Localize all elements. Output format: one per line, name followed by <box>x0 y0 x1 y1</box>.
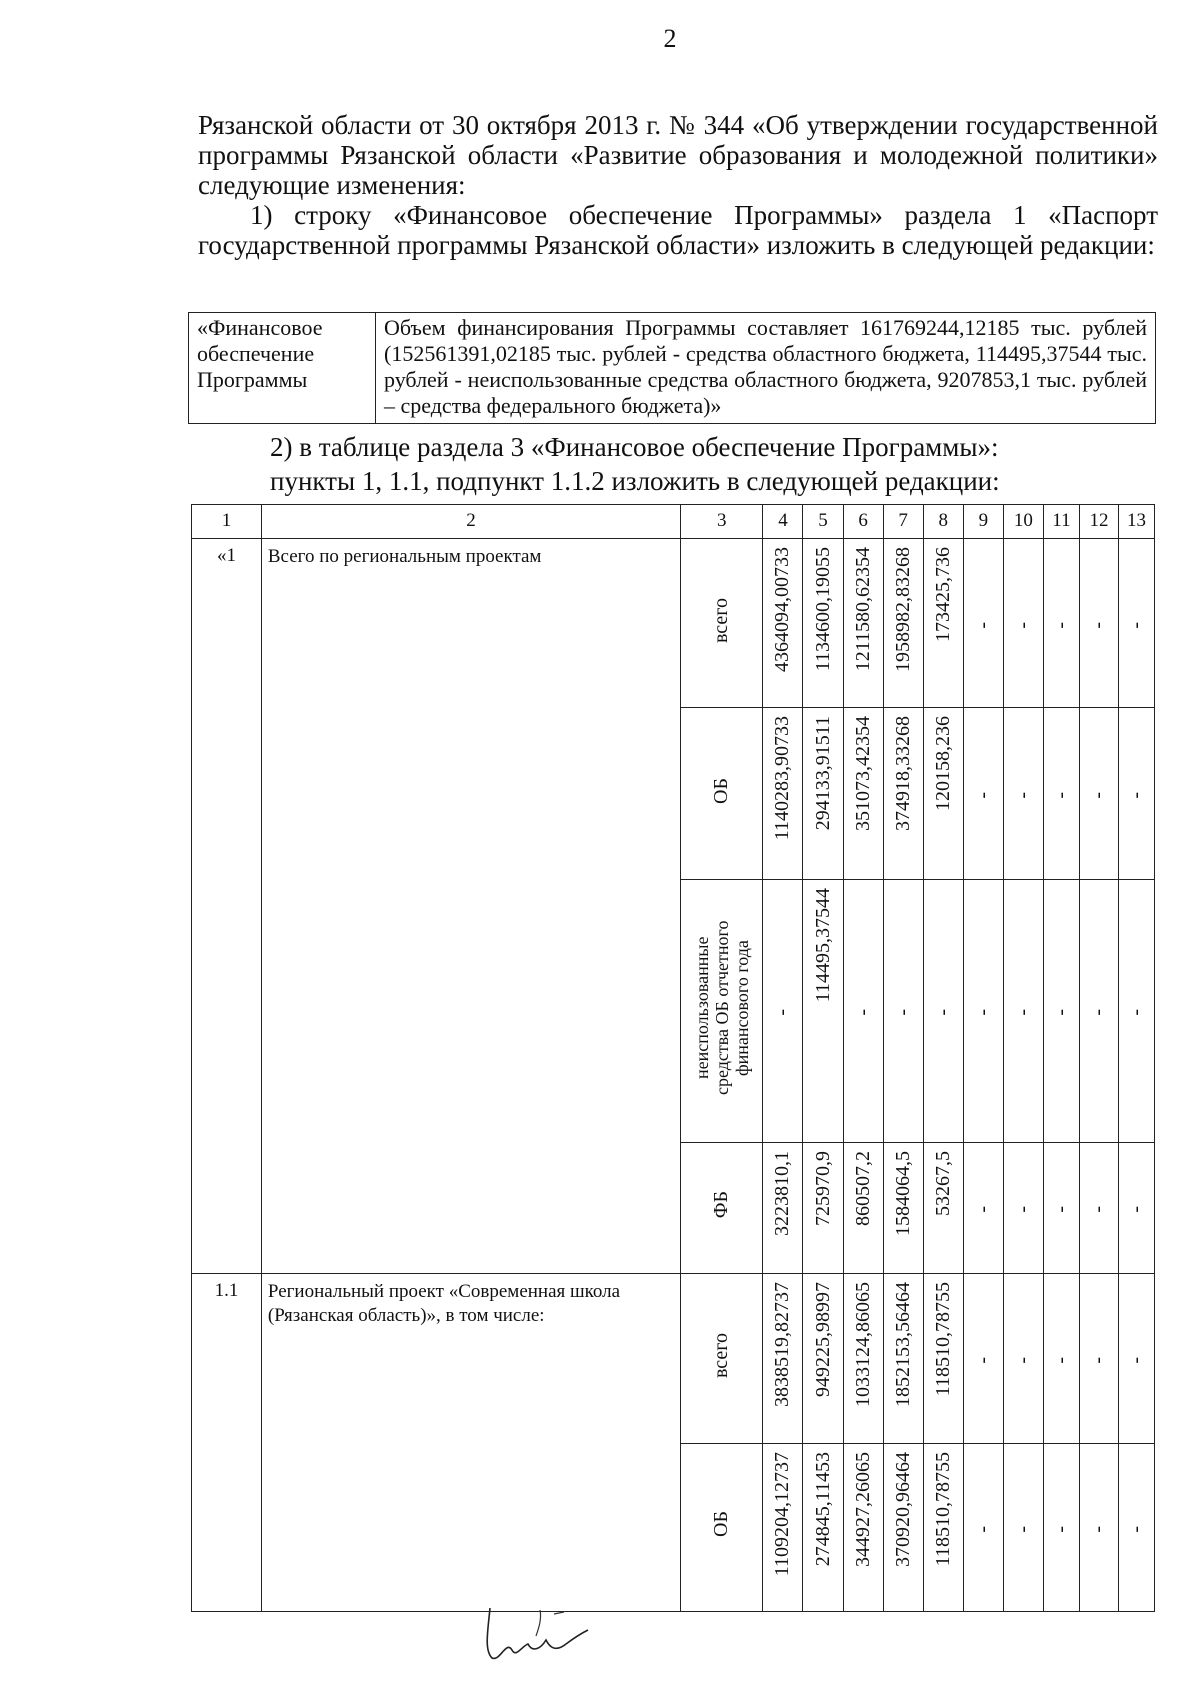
funding-source-label: ОБ <box>710 1511 733 1538</box>
value-text: - <box>1049 1356 1072 1364</box>
value-text: 3223810,1 <box>771 1150 794 1236</box>
value-text: 1033124,86065 <box>851 1281 874 1407</box>
table-header-cell: 13 <box>1118 505 1154 539</box>
value-text: 3838519,82737 <box>771 1281 794 1407</box>
value-cell <box>1118 880 1154 1143</box>
value-text: 1852153,56464 <box>891 1281 914 1407</box>
funding-source-cell <box>681 708 763 880</box>
value-text: - <box>1011 1356 1034 1364</box>
value-text: - <box>891 1009 914 1016</box>
value-cell <box>763 1142 803 1273</box>
value-text: 374918,33268 <box>891 716 914 832</box>
table-header-cell: 12 <box>1079 505 1118 539</box>
value-cell <box>803 538 843 708</box>
value-text: 294133,91511 <box>811 716 834 831</box>
value-text: 114495,37544 <box>811 888 834 1003</box>
value-cell <box>963 1142 1003 1273</box>
table-header-cell: 4 <box>763 505 803 539</box>
funding-source-label: неиспользованные средства ОБ отчетного финансового года <box>691 920 752 1096</box>
table-row <box>192 1273 1155 1443</box>
value-text: - <box>1049 1525 1072 1533</box>
value-cell <box>763 538 803 708</box>
value-text: 370920,96464 <box>891 1451 914 1567</box>
value-cell <box>1043 880 1079 1143</box>
value-cell <box>963 880 1003 1143</box>
table-header-cell: 5 <box>803 505 843 539</box>
value-cell <box>803 1142 843 1273</box>
row-number-cell: «1 <box>192 538 262 1273</box>
value-text: - <box>1087 1525 1110 1533</box>
value-cell <box>803 880 843 1143</box>
funding-source-label: всего <box>710 1332 733 1378</box>
value-cell <box>1079 1443 1118 1612</box>
value-text: - <box>971 1206 994 1213</box>
value-text: - <box>771 1009 794 1016</box>
value-text: - <box>1124 621 1147 629</box>
value-cell <box>1003 1142 1043 1273</box>
value-cell <box>1043 708 1079 880</box>
row-number-cell: 1.1 <box>192 1273 262 1611</box>
value-cell <box>843 1142 883 1273</box>
value-text: - <box>1011 1525 1034 1533</box>
value-cell <box>923 880 963 1143</box>
table-header-cell: 10 <box>1003 505 1043 539</box>
passport-label: «Финансовое обеспечение Программы <box>189 313 376 424</box>
value-cell <box>1118 1443 1154 1612</box>
value-text: - <box>1124 1356 1147 1364</box>
value-text: - <box>1011 621 1034 629</box>
value-cell <box>763 880 803 1143</box>
table-header-cell: 1 <box>192 505 262 539</box>
value-cell <box>1079 1142 1118 1273</box>
funding-source-label: всего <box>710 597 733 643</box>
value-text: 1211580,62354 <box>851 546 874 672</box>
passport-content: Объем финансирования Программы составляет 161769244,12185 тыс. рублей (152561391,02185 тыс. рублей - средства областного бюджета, 114495,37544 тыс. рублей - неиспользованные средства областного бюджета, 9207853,1 тыс. рублей – средства федерального бюджета)» <box>376 313 1156 424</box>
value-text: - <box>1087 1206 1110 1213</box>
value-cell <box>1079 708 1118 880</box>
value-text: 351073,42354 <box>851 716 874 832</box>
value-text: - <box>971 1009 994 1016</box>
value-cell <box>923 538 963 708</box>
value-cell <box>883 1443 923 1612</box>
value-cell <box>1003 1443 1043 1612</box>
funding-source-cell <box>681 538 763 708</box>
value-cell <box>1079 538 1118 708</box>
value-cell <box>1003 708 1043 880</box>
value-text: - <box>1087 1356 1110 1364</box>
value-text: - <box>1049 1206 1072 1213</box>
value-cell <box>923 708 963 880</box>
value-text: - <box>1011 1206 1034 1213</box>
value-cell <box>883 538 923 708</box>
value-text: 725970,9 <box>811 1150 834 1226</box>
item-2-paragraph <box>270 430 1000 498</box>
value-cell <box>1079 1273 1118 1443</box>
table-header-cell: 8 <box>923 505 963 539</box>
value-cell <box>1043 538 1079 708</box>
table-header-cell: 6 <box>843 505 883 539</box>
page-number: 2 <box>663 24 677 53</box>
value-cell <box>763 1443 803 1612</box>
value-text: - <box>1124 1525 1147 1533</box>
item-2-line-1: 2) в таблице раздела 3 «Финансовое обеспечение Программы»: <box>270 432 999 462</box>
value-text: - <box>1087 792 1110 799</box>
value-text: - <box>971 621 994 629</box>
funding-source-cell <box>681 1142 763 1273</box>
value-text: 1134600,19055 <box>811 546 834 672</box>
value-cell <box>1079 880 1118 1143</box>
signature <box>470 1600 610 1670</box>
value-text: - <box>1049 792 1072 799</box>
table-header-cell: 11 <box>1043 505 1079 539</box>
value-text: 173425,736 <box>931 546 954 642</box>
value-cell <box>763 708 803 880</box>
value-cell <box>963 708 1003 880</box>
value-cell <box>1003 880 1043 1143</box>
value-cell <box>963 1273 1003 1443</box>
value-cell <box>1118 1142 1154 1273</box>
value-text: 1584064,5 <box>891 1150 914 1236</box>
intro-text <box>198 110 1158 260</box>
value-cell <box>883 1273 923 1443</box>
value-text: 274845,11453 <box>811 1451 834 1566</box>
funding-source-cell <box>681 1273 763 1443</box>
value-cell <box>923 1443 963 1612</box>
value-cell <box>803 1273 843 1443</box>
value-cell <box>923 1273 963 1443</box>
value-text: - <box>931 1009 954 1016</box>
value-cell <box>1003 538 1043 708</box>
table-header-row <box>192 505 1155 539</box>
intro-paragraph: Рязанской области от 30 октября 2013 г. № 344 «Об утверждении государственной программы Рязанской области «Развитие образования и молодежной политики» следующие изменения: <box>198 110 1158 200</box>
value-cell <box>883 1142 923 1273</box>
value-cell <box>843 1273 883 1443</box>
value-text: - <box>1124 1206 1147 1213</box>
table-header-cell: 9 <box>963 505 1003 539</box>
value-text: 4364094,00733 <box>771 546 794 672</box>
value-text: 344927,26065 <box>851 1451 874 1567</box>
value-cell <box>1118 708 1154 880</box>
value-cell <box>763 1273 803 1443</box>
value-text: 53267,5 <box>931 1150 954 1216</box>
funding-source-label: ФБ <box>710 1191 733 1219</box>
value-text: - <box>1049 1009 1072 1016</box>
value-text: 118510,78755 <box>931 1451 954 1566</box>
table-header-cell: 2 <box>261 505 680 539</box>
value-cell <box>963 538 1003 708</box>
value-cell <box>1043 1443 1079 1612</box>
value-text: - <box>1124 792 1147 799</box>
value-text: - <box>1087 621 1110 629</box>
funding-source-cell <box>681 1443 763 1612</box>
value-text: - <box>971 1356 994 1364</box>
value-cell <box>1043 1142 1079 1273</box>
value-text: - <box>1087 1009 1110 1016</box>
value-cell <box>843 880 883 1143</box>
value-cell <box>923 1142 963 1273</box>
value-text: 1109204,12737 <box>771 1451 794 1576</box>
value-cell <box>883 880 923 1143</box>
value-cell <box>1043 1273 1079 1443</box>
value-cell <box>1118 538 1154 708</box>
value-cell <box>963 1443 1003 1612</box>
value-text: - <box>1011 792 1034 799</box>
table-row <box>192 538 1155 708</box>
funding-source-cell <box>681 880 763 1143</box>
value-text: - <box>971 792 994 799</box>
value-text: 860507,2 <box>851 1150 874 1226</box>
value-text: 949225,98997 <box>811 1281 834 1397</box>
item-1-paragraph: 1) строку «Финансовое обеспечение Программы» раздела 1 «Паспорт государственной программы Рязанской области» изложить в следующей редакции: <box>198 200 1158 260</box>
value-text: - <box>1011 1009 1034 1016</box>
value-cell <box>843 1443 883 1612</box>
funding-source-label: ОБ <box>710 777 733 804</box>
value-text: 120158,236 <box>931 716 954 812</box>
financing-table <box>191 504 1155 1612</box>
row-name-cell: Региональный проект «Современная школа (Рязанская область)», в том числе: <box>261 1273 680 1611</box>
value-cell <box>803 708 843 880</box>
value-text: 118510,78755 <box>931 1281 954 1397</box>
value-text: 1958982,83268 <box>891 546 914 672</box>
value-cell <box>843 538 883 708</box>
value-text: 1140283,90733 <box>771 716 794 841</box>
value-cell <box>1118 1273 1154 1443</box>
value-cell <box>883 708 923 880</box>
value-cell <box>1003 1273 1043 1443</box>
item-2-line-2: пункты 1, 1.1, подпункт 1.1.2 изложить в следующей редакции: <box>270 466 1000 496</box>
table-header-cell: 7 <box>883 505 923 539</box>
value-text: - <box>851 1009 874 1016</box>
row-name-cell: Всего по региональным проектам <box>261 538 680 1273</box>
value-text: - <box>1124 1009 1147 1016</box>
table-header-cell: 3 <box>681 505 763 539</box>
passport-table <box>188 312 1156 424</box>
value-cell <box>803 1443 843 1612</box>
value-text: - <box>1049 621 1072 629</box>
value-cell <box>843 708 883 880</box>
value-text: - <box>971 1525 994 1533</box>
